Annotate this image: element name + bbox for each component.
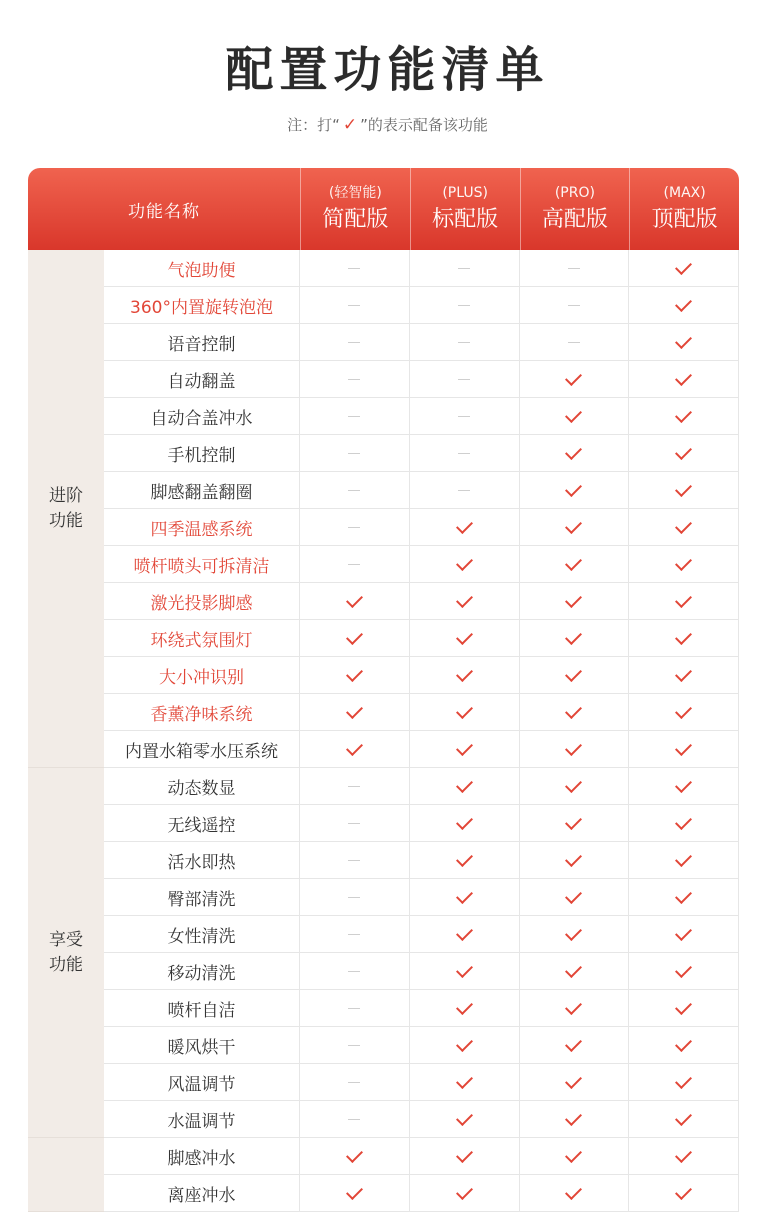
header-version-tag: (轻智能) <box>328 185 382 201</box>
table-row <box>104 953 739 990</box>
check-icon <box>675 702 692 719</box>
header-version-name: 标配版 <box>432 207 499 232</box>
dash-icon <box>568 268 580 269</box>
feature-cell <box>410 879 520 915</box>
check-icon <box>675 887 692 904</box>
feature-group <box>28 250 739 768</box>
check-icon <box>565 591 582 608</box>
dash-icon <box>458 305 470 306</box>
check-icon <box>456 702 473 719</box>
feature-cell <box>300 731 410 767</box>
dash-icon <box>348 416 360 417</box>
feature-cell <box>629 916 739 952</box>
check-icon <box>456 591 473 608</box>
feature-name: 暖风烘干 <box>104 1027 300 1063</box>
dash-icon <box>348 453 360 454</box>
check-icon <box>456 887 473 904</box>
feature-name: 无线遥控 <box>104 805 300 841</box>
table-row <box>104 990 739 1027</box>
feature-cell <box>410 1101 520 1137</box>
group-label <box>28 1138 104 1212</box>
feature-name: 自动翻盖 <box>104 361 300 397</box>
feature-cell <box>410 509 520 545</box>
check-icon <box>565 554 582 571</box>
feature-cell <box>410 805 520 841</box>
check-icon <box>675 443 692 460</box>
check-icon <box>456 1072 473 1089</box>
check-icon <box>565 443 582 460</box>
dash-icon <box>348 823 360 824</box>
feature-name: 360°内置旋转泡泡 <box>104 287 300 323</box>
check-icon <box>565 369 582 386</box>
dash-icon <box>568 342 580 343</box>
dash-icon <box>348 490 360 491</box>
feature-cell <box>629 731 739 767</box>
feature-cell <box>629 250 739 286</box>
feature-cell <box>520 583 630 619</box>
table-row <box>104 620 739 657</box>
table-row <box>104 768 739 805</box>
feature-cell <box>520 287 630 323</box>
table-row <box>104 509 739 546</box>
table-row <box>104 1064 739 1101</box>
check-icon <box>565 665 582 682</box>
check-icon <box>675 591 692 608</box>
feature-cell <box>520 657 630 693</box>
dash-icon <box>348 379 360 380</box>
dash-icon <box>458 416 470 417</box>
check-icon <box>456 961 473 978</box>
feature-cell <box>300 546 410 582</box>
dash-icon <box>348 1082 360 1083</box>
feature-cell <box>410 583 520 619</box>
table-row <box>104 1101 739 1138</box>
dash-icon <box>348 305 360 306</box>
check-icon <box>675 369 692 386</box>
check-icon <box>346 665 363 682</box>
feature-cell <box>629 435 739 471</box>
check-icon <box>456 1035 473 1052</box>
feature-cell <box>300 398 410 434</box>
feature-cell <box>520 620 630 656</box>
feature-cell <box>300 1027 410 1063</box>
feature-name: 水温调节 <box>104 1101 300 1137</box>
check-icon <box>565 998 582 1015</box>
table-row <box>104 287 739 324</box>
feature-cell <box>300 657 410 693</box>
check-icon <box>565 961 582 978</box>
check-icon <box>675 1146 692 1163</box>
feature-cell <box>520 990 630 1026</box>
check-icon <box>565 702 582 719</box>
check-icon <box>346 702 363 719</box>
dash-icon <box>348 527 360 528</box>
check-icon <box>456 1183 473 1200</box>
check-icon: ✓ <box>342 115 358 135</box>
check-icon <box>675 961 692 978</box>
check-icon <box>346 628 363 645</box>
feature-cell <box>629 1175 739 1211</box>
check-icon <box>675 258 692 275</box>
dash-icon <box>348 786 360 787</box>
feature-cell <box>410 435 520 471</box>
feature-cell <box>410 842 520 878</box>
feature-cell <box>520 842 630 878</box>
dash-icon <box>458 453 470 454</box>
group-rows <box>104 1138 739 1212</box>
group-label-text: 享受功能 <box>49 929 83 975</box>
feature-cell <box>629 768 739 804</box>
group-label-text: 进阶功能 <box>49 485 83 531</box>
header-version-basic <box>300 168 410 250</box>
check-icon <box>675 739 692 756</box>
dash-icon <box>348 1119 360 1120</box>
header-version-name: 高配版 <box>541 207 608 232</box>
feature-cell <box>629 879 739 915</box>
feature-cell <box>520 879 630 915</box>
feature-cell <box>300 1138 410 1174</box>
check-icon <box>675 1072 692 1089</box>
check-icon <box>456 1109 473 1126</box>
feature-cell <box>410 768 520 804</box>
dash-icon <box>348 564 360 565</box>
feature-name: 香薰净味系统 <box>104 694 300 730</box>
feature-cell <box>520 1138 630 1174</box>
feature-name: 活水即热 <box>104 842 300 878</box>
check-icon <box>456 850 473 867</box>
feature-name: 移动清洗 <box>104 953 300 989</box>
check-icon <box>675 628 692 645</box>
dash-icon <box>348 934 360 935</box>
feature-group <box>28 768 739 1138</box>
header-feature-name: 功能名称 <box>128 201 200 222</box>
dash-icon <box>458 490 470 491</box>
dash-icon <box>348 1008 360 1009</box>
feature-cell <box>520 805 630 841</box>
feature-cell <box>410 398 520 434</box>
check-icon <box>456 517 473 534</box>
feature-cell <box>410 1138 520 1174</box>
table-row <box>104 916 739 953</box>
header-version-high <box>520 168 630 250</box>
table-row <box>104 546 739 583</box>
check-icon <box>456 1146 473 1163</box>
feature-cell <box>300 361 410 397</box>
feature-name: 语音控制 <box>104 324 300 360</box>
feature-cell <box>410 953 520 989</box>
feature-cell <box>629 953 739 989</box>
feature-name: 自动合盖冲水 <box>104 398 300 434</box>
feature-cell <box>520 1101 630 1137</box>
feature-cell <box>300 509 410 545</box>
feature-cell <box>410 916 520 952</box>
feature-name: 离座冲水 <box>104 1175 300 1211</box>
check-icon <box>675 998 692 1015</box>
feature-name: 手机控制 <box>104 435 300 471</box>
check-icon <box>675 517 692 534</box>
feature-cell <box>410 731 520 767</box>
check-icon <box>675 332 692 349</box>
feature-cell <box>520 1175 630 1211</box>
feature-cell <box>300 324 410 360</box>
legend-note <box>0 114 775 136</box>
feature-cell <box>520 1027 630 1063</box>
feature-cell <box>300 805 410 841</box>
feature-cell <box>410 990 520 1026</box>
feature-name: 激光投影脚感 <box>104 583 300 619</box>
feature-cell <box>410 620 520 656</box>
feature-cell <box>410 250 520 286</box>
feature-cell <box>300 842 410 878</box>
feature-cell <box>300 287 410 323</box>
check-icon <box>675 480 692 497</box>
feature-cell <box>520 768 630 804</box>
check-icon <box>456 813 473 830</box>
check-icon <box>565 1183 582 1200</box>
feature-name: 风温调节 <box>104 1064 300 1100</box>
check-icon <box>456 776 473 793</box>
feature-cell <box>300 879 410 915</box>
table-body <box>28 250 739 1212</box>
feature-cell <box>629 583 739 619</box>
check-icon <box>675 850 692 867</box>
dash-icon <box>348 860 360 861</box>
check-icon <box>565 776 582 793</box>
check-icon <box>456 554 473 571</box>
feature-cell <box>520 509 630 545</box>
feature-cell <box>300 990 410 1026</box>
feature-cell <box>629 1138 739 1174</box>
feature-cell <box>300 583 410 619</box>
table-row <box>104 731 739 768</box>
feature-cell <box>410 1175 520 1211</box>
header-version-name: 顶配版 <box>651 207 718 232</box>
feature-group <box>28 1138 739 1212</box>
check-icon <box>456 998 473 1015</box>
feature-cell <box>300 768 410 804</box>
dash-icon <box>348 971 360 972</box>
group-label <box>28 768 104 1138</box>
check-icon <box>565 1109 582 1126</box>
check-icon <box>675 554 692 571</box>
table-row <box>104 324 739 361</box>
check-icon <box>565 887 582 904</box>
feature-cell <box>629 287 739 323</box>
table-row <box>104 842 739 879</box>
feature-cell <box>629 1101 739 1137</box>
check-icon <box>456 628 473 645</box>
check-icon <box>565 1146 582 1163</box>
check-icon <box>675 1109 692 1126</box>
check-icon <box>565 813 582 830</box>
feature-name: 气泡助便 <box>104 250 300 286</box>
header-version-top <box>629 168 739 250</box>
check-icon <box>565 628 582 645</box>
feature-cell <box>629 324 739 360</box>
feature-cell <box>410 324 520 360</box>
feature-cell <box>629 805 739 841</box>
header-version-tag: (PLUS) <box>442 185 488 201</box>
table-row <box>104 1138 739 1175</box>
feature-cell <box>629 694 739 730</box>
feature-name: 环绕式氛围灯 <box>104 620 300 656</box>
check-icon <box>675 1035 692 1052</box>
check-icon <box>565 406 582 423</box>
table-row <box>104 435 739 472</box>
feature-cell <box>300 953 410 989</box>
legend-note-suffix: ”的表示配备该功能 <box>360 116 488 134</box>
feature-cell <box>629 657 739 693</box>
feature-cell <box>629 398 739 434</box>
check-icon <box>675 665 692 682</box>
check-icon <box>675 406 692 423</box>
feature-cell <box>410 694 520 730</box>
feature-cell <box>520 361 630 397</box>
feature-cell <box>300 472 410 508</box>
feature-cell <box>520 916 630 952</box>
table-row <box>104 1027 739 1064</box>
table-row <box>104 879 739 916</box>
feature-cell <box>520 953 630 989</box>
feature-cell <box>520 398 630 434</box>
feature-cell <box>410 657 520 693</box>
feature-name: 脚感冲水 <box>104 1138 300 1174</box>
feature-cell <box>410 472 520 508</box>
feature-name: 动态数显 <box>104 768 300 804</box>
check-icon <box>565 739 582 756</box>
feature-cell <box>520 435 630 471</box>
feature-name: 女性清洗 <box>104 916 300 952</box>
feature-cell <box>520 324 630 360</box>
feature-cell <box>629 990 739 1026</box>
feature-cell <box>629 1064 739 1100</box>
feature-cell <box>629 509 739 545</box>
feature-cell <box>520 731 630 767</box>
dash-icon <box>348 342 360 343</box>
check-icon <box>675 1183 692 1200</box>
check-icon <box>346 1146 363 1163</box>
check-icon <box>565 1072 582 1089</box>
dash-icon <box>568 305 580 306</box>
group-rows <box>104 250 739 768</box>
feature-name: 四季温感系统 <box>104 509 300 545</box>
header-version-tag: (MAX) <box>663 185 706 201</box>
check-icon <box>346 1183 363 1200</box>
feature-name: 臀部清洗 <box>104 879 300 915</box>
check-icon <box>675 776 692 793</box>
check-icon <box>675 924 692 941</box>
dash-icon <box>348 897 360 898</box>
check-icon <box>675 813 692 830</box>
feature-cell <box>410 546 520 582</box>
feature-cell <box>410 361 520 397</box>
feature-cell <box>410 287 520 323</box>
feature-cell <box>300 1175 410 1211</box>
dash-icon <box>348 1045 360 1046</box>
feature-name: 脚感翻盖翻圈 <box>104 472 300 508</box>
header-version-name: 简配版 <box>322 207 389 232</box>
table-row <box>104 472 739 509</box>
feature-cell <box>520 546 630 582</box>
legend-note-prefix: 注：打“ <box>287 116 340 134</box>
feature-name: 内置水箱零水压系统 <box>104 731 300 767</box>
feature-cell <box>300 620 410 656</box>
feature-cell <box>300 1064 410 1100</box>
table-row <box>104 361 739 398</box>
check-icon <box>565 924 582 941</box>
feature-cell <box>520 472 630 508</box>
table-header <box>28 168 739 250</box>
feature-name: 喷杆自洁 <box>104 990 300 1026</box>
feature-table <box>28 168 739 1212</box>
feature-cell <box>410 1027 520 1063</box>
check-icon <box>565 1035 582 1052</box>
feature-cell <box>629 842 739 878</box>
table-row <box>104 1175 739 1212</box>
dash-icon <box>458 379 470 380</box>
check-icon <box>565 480 582 497</box>
feature-cell <box>629 361 739 397</box>
header-version-tag: (PRO) <box>554 185 595 201</box>
feature-cell <box>300 916 410 952</box>
feature-cell <box>520 694 630 730</box>
check-icon <box>565 850 582 867</box>
table-row <box>104 657 739 694</box>
check-icon <box>675 295 692 312</box>
table-row <box>104 398 739 435</box>
feature-name: 大小冲识别 <box>104 657 300 693</box>
check-icon <box>346 739 363 756</box>
group-label <box>28 250 104 768</box>
check-icon <box>456 924 473 941</box>
dash-icon <box>458 342 470 343</box>
check-icon <box>346 591 363 608</box>
feature-cell <box>410 1064 520 1100</box>
table-row <box>104 805 739 842</box>
feature-cell <box>520 1064 630 1100</box>
dash-icon <box>348 268 360 269</box>
feature-cell <box>300 1101 410 1137</box>
table-row <box>104 250 739 287</box>
feature-cell <box>520 250 630 286</box>
feature-cell <box>300 250 410 286</box>
group-rows <box>104 768 739 1138</box>
feature-cell <box>629 472 739 508</box>
feature-name: 喷杆喷头可拆清洁 <box>104 546 300 582</box>
table-row <box>104 583 739 620</box>
dash-icon <box>458 268 470 269</box>
check-icon <box>456 739 473 756</box>
page-title: 配置功能清单 <box>225 42 550 98</box>
table-row <box>104 694 739 731</box>
feature-cell <box>629 620 739 656</box>
feature-cell <box>629 546 739 582</box>
feature-cell <box>300 694 410 730</box>
feature-cell <box>629 1027 739 1063</box>
check-icon <box>565 517 582 534</box>
check-icon <box>456 665 473 682</box>
header-version-standard <box>410 168 520 250</box>
feature-cell <box>300 435 410 471</box>
